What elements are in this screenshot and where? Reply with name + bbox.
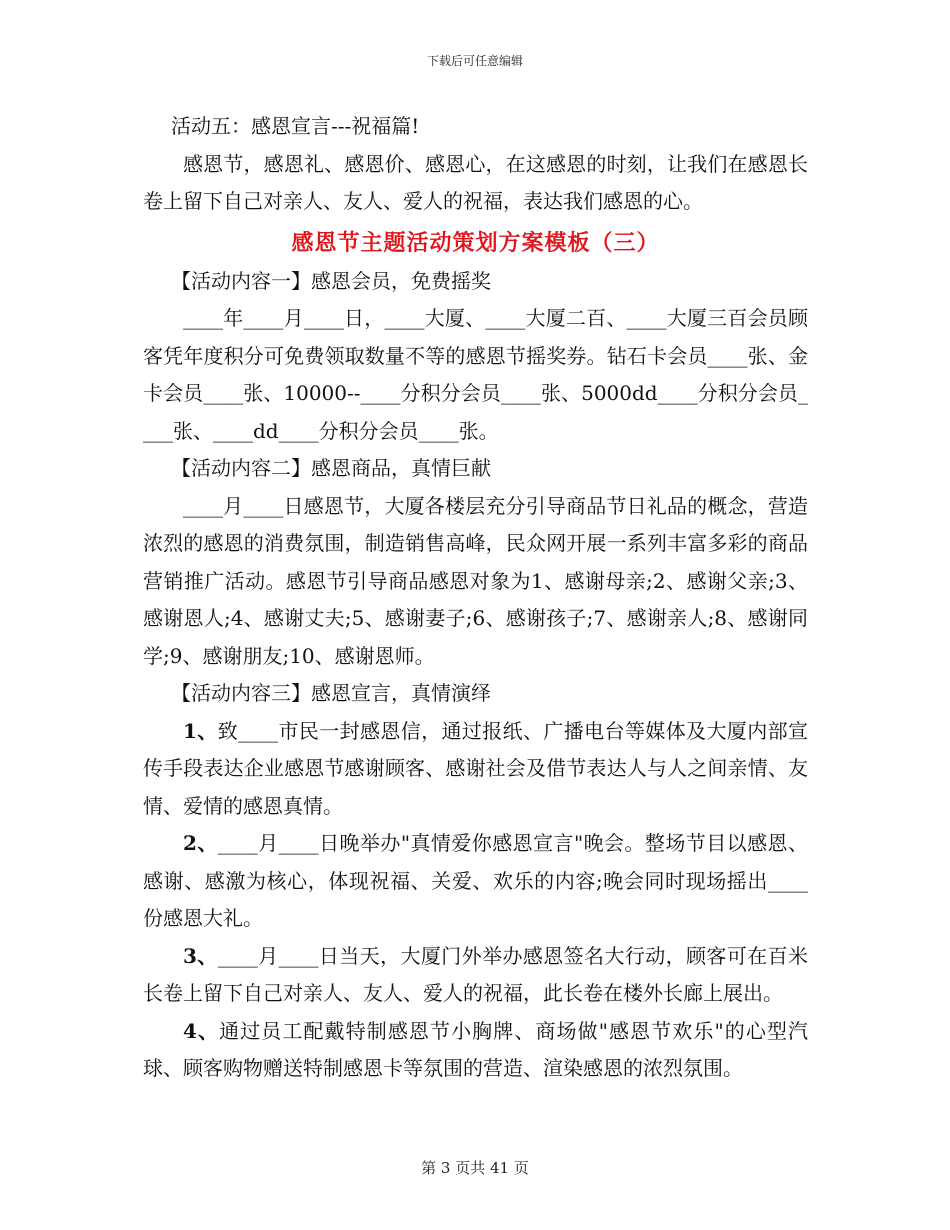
paragraph-activity-five-heading: 活动五：感恩宣言---祝福篇! [171,114,420,138]
paragraph-content-one-body: ____年____月____日，____大厦、____大厦二百、____大厦三百会员顾客凭年度积分可免费领取数量不等的感恩节摇奖券。钻石卡会员____张、金卡会员____张、10000--____分积分会员____张、5000dd____分积分会员____张、____dd____分积分会员____张。 [143,306,808,443]
paragraph-content-two-heading: 【活动内容二】感恩商品，真情巨献 [171,456,491,480]
item-text: ____月____日当天，大厦门外举办感恩签名大行动，顾客可在百米长卷上留下自己对亲人、友人、爱人的祝福，此长卷在楼外长廊上展出。 [143,943,809,1005]
paragraph-item-1 [143,713,808,826]
paragraph-content-two-body: ____月____日感恩节，大厦各楼层充分引导商品节日礼品的概念，营造浓烈的感恩的消费氛围，制造销售高峰，民众网开展一系列丰富多彩的商品营销推广活动。感恩节引导商品感恩对象为1、感谢母亲;2、感谢父亲;3、感谢恩人;4、感谢丈夫;5、感谢妻子;6、感谢孩子;7、感谢亲人;8、感谢同学;9、感谢朋友;10、感谢恩师。 [143,493,808,668]
paragraph-item-4 [143,1013,808,1088]
item-text: ____月____日晚举办"真情爱你感恩宣言"晚会。整场节目以感恩、感谢、感激为核心，体现祝福、关爱、欢乐的内容;晚会同时现场摇出____份感恩大礼。 [143,831,808,930]
paragraph-activity-five-body: 感恩节，感恩礼、感恩价、感恩心，在这感恩的时刻，让我们在感恩长卷上留下自己对亲人、友人、爱人的祝福，表达我们感恩的心。 [143,151,808,213]
document-body [143,108,808,1088]
section-title: 感恩节主题活动策划方案模板（三） [291,229,660,256]
paragraph-content-one-heading: 【活动内容一】感恩会员，免费摇奖 [171,268,491,293]
page-footer: 第 3 页共 41 页 [421,1159,529,1177]
item-number: 4、 [183,1018,220,1043]
paragraph-item-3 [143,938,808,1013]
item-text: 通过员工配戴特制感恩节小胸牌、商场做"感恩节欢乐"的心型汽球、顾客购物赠送特制感恩卡等氛围的营造、渲染感恩的浓烈氛围。 [143,1018,809,1080]
item-number: 1、 [183,718,218,743]
paragraph-content-three-heading: 【活动内容三】感恩宣言，真情演绎 [171,681,491,705]
page-header: 下载后可任意编辑 [426,54,523,68]
item-number: 2、 [183,831,218,855]
item-number: 3、 [183,943,218,968]
paragraph-item-2 [143,825,808,938]
item-text: 致____市民一封感恩信，通过报纸、广播电台等媒体及大厦内部宣传手段表达企业感恩节感谢顾客、感谢社会及借节表达人与人之间亲情、友情、爱情的感恩真情。 [143,718,809,818]
